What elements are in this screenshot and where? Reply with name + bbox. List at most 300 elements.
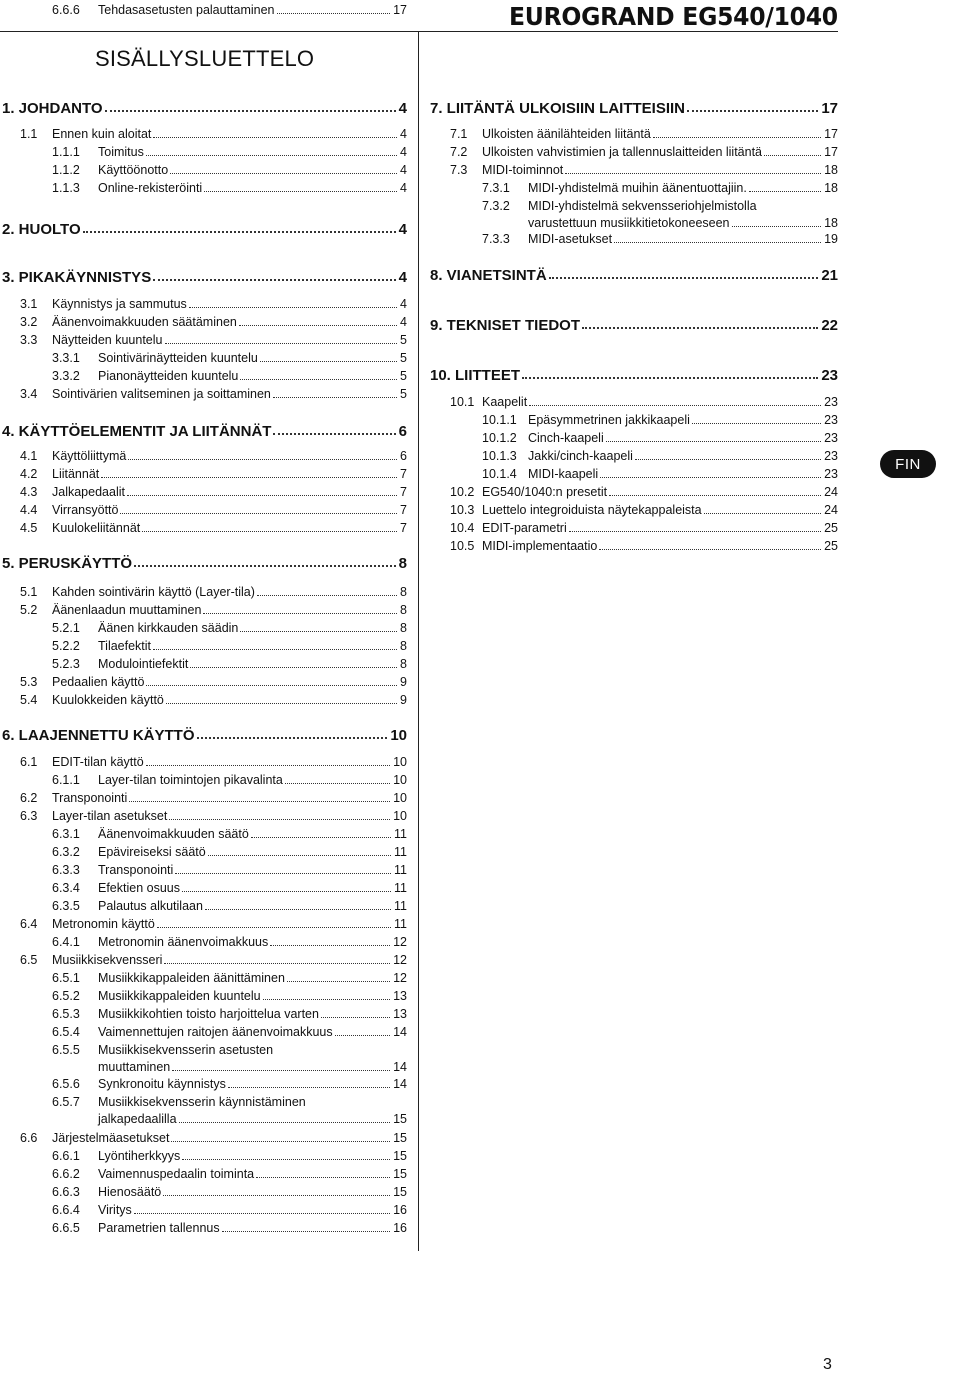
toc-entry[interactable] — [52, 914, 407, 931]
toc-entry[interactable] — [98, 348, 407, 365]
toc-leader-dots — [204, 190, 397, 192]
toc-entry-number: 6.6 — [20, 1131, 38, 1145]
toc-entry-number: 5.2 — [20, 603, 38, 617]
toc-section-heading[interactable] — [430, 95, 838, 117]
toc-entry-number: 3.4 — [20, 387, 38, 401]
toc-leader-dots — [165, 342, 398, 344]
toc-leader-dots — [197, 736, 388, 739]
toc-page-number: 7 — [400, 485, 407, 499]
toc-page-number: 14 — [393, 1025, 407, 1039]
toc-entry[interactable] — [98, 178, 407, 195]
toc-entry-number: 10.1 — [450, 395, 475, 409]
toc-entry-number: 6.6.4 — [52, 1203, 80, 1217]
toc-page-number: 14 — [393, 1077, 407, 1091]
toc-page-number: 11 — [394, 899, 407, 913]
toc-entry[interactable] — [98, 968, 407, 985]
toc-entry-label: EDIT-tilan käyttö — [52, 755, 144, 769]
toc-page-number: 23 — [824, 413, 838, 427]
toc-section-label: 4. KÄYTTÖELEMENTIT JA LIITÄNNÄT — [2, 423, 272, 440]
toc-entry-number: 6.5.6 — [52, 1077, 80, 1091]
toc-page-number: 15 — [393, 1131, 407, 1145]
toc-leader-dots — [273, 396, 397, 398]
toc-entry-label: Äänen kirkkauden säädin — [98, 621, 239, 635]
toc-entry-label: Pianonäytteiden kuuntelu — [98, 369, 239, 383]
toc-entry-number: 1.1.1 — [52, 145, 80, 159]
toc-page-number: 5 — [400, 333, 407, 347]
toc-entry-label: MIDI-asetukset — [528, 232, 613, 246]
toc-page-number: 17 — [821, 100, 838, 117]
toc-leader-dots — [142, 530, 397, 532]
toc-page-number: 23 — [824, 467, 838, 481]
toc-leader-dots — [260, 360, 397, 362]
toc-entry-number: 10.2 — [450, 485, 475, 499]
toc-page-number: 15 — [393, 1149, 407, 1163]
toc-section-heading[interactable] — [2, 264, 407, 286]
toc-entry-label[interactable]: MIDI-yhdistelmä sekvensseriohjelmistolla — [528, 199, 757, 213]
toc-section-label: 5. PERUSKÄYTTÖ — [2, 555, 133, 572]
toc-entry-number: 6.6.2 — [52, 1167, 80, 1181]
toc-entry-number: 6.5.5 — [52, 1043, 80, 1057]
toc-entry[interactable] — [98, 1146, 407, 1163]
toc-entry-label: Kuulokkeiden käyttö — [52, 693, 164, 707]
toc-entry-number: 6.4 — [20, 917, 38, 931]
toc-page-number: 11 — [394, 827, 407, 841]
toc-entry[interactable] — [98, 1057, 407, 1074]
toc-leader-dots — [83, 230, 396, 233]
toc-entry-number: 7.3 — [450, 163, 468, 177]
toc-entry[interactable] — [52, 446, 407, 463]
toc-entry-number: 5.2.2 — [52, 639, 80, 653]
toc-page-number: 23 — [824, 449, 838, 463]
toc-entry[interactable] — [482, 392, 838, 409]
toc-leader-dots — [635, 458, 821, 460]
toc-entry[interactable] — [98, 824, 407, 841]
toc-page-number: 4 — [400, 297, 407, 311]
toc-page-number: 10 — [390, 727, 407, 744]
toc-entry-label: Efektien osuus — [98, 881, 180, 895]
toc-section-heading[interactable] — [2, 418, 407, 440]
toc-leader-dots — [146, 764, 390, 766]
toc-entry-number: 10.1.4 — [482, 467, 517, 481]
toc-page-number: 15 — [393, 1185, 407, 1199]
toc-leader-dots — [263, 998, 390, 1000]
toc-leader-dots — [599, 548, 821, 550]
toc-leader-dots — [522, 376, 818, 379]
toc-leader-dots — [203, 612, 397, 614]
toc-entry-number: 3.3.2 — [52, 369, 80, 383]
toc-entry[interactable] — [52, 294, 407, 311]
toc-entry-label: Luettelo integroiduista näytekappaleista — [482, 503, 702, 517]
toc-entry-number: 10.1.3 — [482, 449, 517, 463]
toc-leader-dots — [256, 1176, 390, 1178]
toc-entry-label: Äänenvoimakkuuden säätäminen — [52, 315, 237, 329]
toc-entry[interactable] — [98, 1022, 407, 1039]
toc-section-label: 6. LAAJENNETTU KÄYTTÖ — [2, 727, 195, 744]
toc-entry-number: 10.1.1 — [482, 413, 517, 427]
toc-entry[interactable] — [52, 690, 407, 707]
toc-leader-dots — [179, 1121, 391, 1123]
toc-entry-label[interactable]: Musiikkisekvensserin asetusten — [98, 1043, 274, 1057]
toc-entry-number: 6.5.7 — [52, 1095, 80, 1109]
toc-page-number: 7 — [400, 503, 407, 517]
toc-entry-label: Layer-tilan asetukset — [52, 809, 168, 823]
toc-entry-number: 4.4 — [20, 503, 38, 517]
toc-leader-dots — [764, 154, 821, 156]
toc-page-number: 11 — [394, 845, 407, 859]
toc-page-number: 25 — [824, 521, 838, 535]
toc-entry[interactable] — [98, 1182, 407, 1199]
toc-leader-dots — [134, 1212, 390, 1214]
toc-entry[interactable] — [98, 142, 407, 159]
toc-page-number: 4 — [398, 221, 407, 238]
toc-entry-number: 7.2 — [450, 145, 468, 159]
toc-leader-dots — [164, 962, 390, 964]
toc-leader-dots — [129, 800, 390, 802]
toc-leader-dots — [228, 1086, 390, 1088]
toc-entry-label: Epävireiseksi säätö — [98, 845, 206, 859]
toc-section-heading[interactable] — [2, 722, 407, 744]
toc-entry-number: 7.1 — [450, 127, 468, 141]
toc-entry-label: Ulkoisten äänilähteiden liitäntä — [482, 127, 651, 141]
toc-entry-number: 6.6.3 — [52, 1185, 80, 1199]
toc-page-number: 4 — [400, 127, 407, 141]
toc-leader-dots — [127, 494, 397, 496]
toc-entry-number: 5.3 — [20, 675, 38, 689]
toc-entry[interactable] — [98, 1004, 407, 1021]
toc-entry-label: Metronomin käyttö — [52, 917, 155, 931]
toc-entry[interactable] — [52, 500, 407, 517]
toc-title: SISÄLLYSLUETTELO — [95, 46, 315, 71]
toc-entry-number: 6.3.5 — [52, 899, 80, 913]
toc-leader-dots — [287, 980, 390, 982]
toc-entry-number: 6.3.2 — [52, 845, 80, 859]
toc-leader-dots — [153, 278, 395, 281]
toc-page-number: 17 — [393, 3, 407, 17]
toc-entry-label: Pedaalien käyttö — [52, 675, 145, 689]
toc-entry-label: Jakki/cinch-kaapeli — [528, 449, 633, 463]
toc-entry[interactable] — [482, 160, 838, 177]
toc-entry-number: 4.3 — [20, 485, 38, 499]
toc-entry-label: Epäsymmetrinen jakkikaapeli — [528, 413, 690, 427]
toc-leader-dots — [222, 1230, 390, 1232]
toc-entry-number: 6.3.3 — [52, 863, 80, 877]
toc-entry-number: 3.3.1 — [52, 351, 80, 365]
toc-section-heading[interactable] — [430, 362, 838, 384]
toc-entry-label-continued: jalkapedaalilla — [98, 1112, 177, 1126]
toc-entry-label: Jalkapedaalit — [52, 485, 125, 499]
toc-entry[interactable] — [98, 0, 407, 17]
toc-entry-label: Synkronoitu käynnistys — [98, 1077, 226, 1091]
toc-page-number: 13 — [393, 989, 407, 1003]
toc-entry[interactable] — [52, 806, 407, 823]
toc-page-number: 4 — [398, 100, 407, 117]
toc-entry[interactable] — [98, 160, 407, 177]
toc-entry-label[interactable]: Musiikkisekvensserin käynnistäminen — [98, 1095, 306, 1109]
toc-entry[interactable] — [528, 178, 838, 195]
toc-page-number: 24 — [824, 485, 838, 499]
toc-page-number: 5 — [400, 387, 407, 401]
toc-entry-label: Äänenvoimakkuuden säätö — [98, 827, 249, 841]
toc-page-number: 15 — [393, 1112, 407, 1126]
toc-leader-dots — [157, 926, 391, 928]
toc-entry-number: 5.2.3 — [52, 657, 80, 671]
toc-page-number: 23 — [824, 431, 838, 445]
toc-page-number: 4 — [400, 315, 407, 329]
toc-entry[interactable] — [52, 672, 407, 689]
toc-entry-number: 6.6.1 — [52, 1149, 80, 1163]
toc-page-number: 16 — [393, 1221, 407, 1235]
toc-entry[interactable] — [52, 464, 407, 481]
toc-entry-label: Sointivärien valitseminen ja soittaminen — [52, 387, 271, 401]
toc-entry-label: Layer-tilan toimintojen pikavalinta — [98, 773, 283, 787]
toc-entry-number: 4.1 — [20, 449, 38, 463]
toc-section-heading[interactable] — [2, 216, 407, 238]
toc-leader-dots — [692, 422, 821, 424]
toc-page-number: 10 — [393, 755, 407, 769]
toc-entry[interactable] — [528, 464, 838, 481]
toc-entry[interactable] — [52, 600, 407, 617]
language-badge: FIN — [880, 450, 936, 478]
toc-page-number: 8 — [400, 621, 407, 635]
toc-leader-dots — [146, 684, 397, 686]
toc-leader-dots — [105, 109, 396, 112]
toc-entry[interactable] — [528, 229, 838, 246]
toc-section-label: 1. JOHDANTO — [2, 100, 103, 117]
toc-entry[interactable] — [98, 860, 407, 877]
toc-entry[interactable] — [52, 330, 407, 347]
toc-entry-label: Käyttöliittymä — [52, 449, 127, 463]
toc-entry[interactable] — [98, 842, 407, 859]
toc-entry-label: Vaimennettujen raitojen äänenvoimakkuus — [98, 1025, 333, 1039]
toc-entry-label: Lyöntiherkkyys — [98, 1149, 181, 1163]
toc-leader-dots — [273, 432, 395, 435]
toc-entry[interactable] — [98, 618, 407, 635]
toc-entry[interactable] — [98, 896, 407, 913]
toc-leader-dots — [101, 476, 397, 478]
toc-entry[interactable] — [482, 482, 838, 499]
toc-leader-dots — [134, 564, 396, 567]
toc-entry-label: EG540/1040:n presetit — [482, 485, 608, 499]
toc-page-number: 7 — [400, 467, 407, 481]
toc-page-number: 8 — [400, 585, 407, 599]
toc-page-number: 12 — [393, 971, 407, 985]
toc-entry[interactable] — [52, 384, 407, 401]
toc-entry[interactable] — [52, 752, 407, 769]
toc-entry[interactable] — [52, 1128, 407, 1145]
toc-page-number: 6 — [400, 449, 407, 463]
toc-entry-label: Järjestelmäasetukset — [52, 1131, 170, 1145]
toc-leader-dots — [606, 440, 821, 442]
toc-entry[interactable] — [98, 636, 407, 653]
toc-leader-dots — [190, 666, 397, 668]
toc-entry[interactable] — [52, 482, 407, 499]
toc-entry-number: 10.5 — [450, 539, 475, 553]
toc-page-number: 7 — [400, 521, 407, 535]
toc-entry-label: Kaapelit — [482, 395, 528, 409]
toc-entry[interactable] — [52, 582, 407, 599]
toc-entry[interactable] — [528, 428, 838, 445]
toc-entry[interactable] — [52, 518, 407, 535]
toc-page-number: 8 — [400, 657, 407, 671]
toc-page-number: 10 — [393, 791, 407, 805]
toc-page-number: 23 — [821, 367, 838, 384]
toc-page-number: 24 — [824, 503, 838, 517]
toc-section-heading[interactable] — [2, 550, 407, 572]
toc-section-heading[interactable] — [2, 95, 407, 117]
toc-leader-dots — [732, 225, 822, 227]
toc-entry[interactable] — [98, 1218, 407, 1235]
toc-entry-number: 7.3.3 — [482, 232, 510, 246]
toc-entry-label: Cinch-kaapeli — [528, 431, 604, 445]
toc-page-number: 17 — [824, 145, 838, 159]
toc-entry-number: 7.3.2 — [482, 199, 510, 213]
toc-entry-label: Tehdasasetusten palauttaminen — [98, 3, 275, 17]
toc-section-heading[interactable] — [430, 312, 838, 334]
toc-entry[interactable] — [98, 878, 407, 895]
toc-page-number: 11 — [394, 917, 407, 931]
toc-entry[interactable] — [98, 1074, 407, 1091]
toc-leader-dots — [565, 172, 821, 174]
toc-entry[interactable] — [98, 1109, 407, 1126]
toc-entry[interactable] — [98, 986, 407, 1003]
toc-entry-label: Transponointi — [98, 863, 174, 877]
toc-page-number: 8 — [400, 639, 407, 653]
toc-section-heading[interactable] — [430, 262, 838, 284]
toc-entry[interactable] — [482, 536, 838, 553]
toc-entry-number: 3.3 — [20, 333, 38, 347]
toc-leader-dots — [704, 512, 821, 514]
header-title: EUROGRAND EG540/1040 — [509, 2, 838, 31]
toc-entry[interactable] — [528, 410, 838, 427]
toc-entry-label: Musiikkikappaleiden äänittäminen — [98, 971, 285, 985]
toc-leader-dots — [653, 136, 821, 138]
toc-entry[interactable] — [52, 124, 407, 141]
toc-entry-label: Viritys — [98, 1203, 132, 1217]
toc-entry-label: MIDI-kaapeli — [528, 467, 599, 481]
toc-entry-number: 10.4 — [450, 521, 475, 535]
toc-entry[interactable] — [98, 770, 407, 787]
toc-leader-dots — [270, 944, 390, 946]
toc-entry-number: 4.2 — [20, 467, 38, 481]
toc-page-number: 16 — [393, 1203, 407, 1217]
toc-section-label: 10. LIITTEET — [430, 367, 521, 384]
toc-page-number: 10 — [393, 809, 407, 823]
toc-entry-label: Ulkoisten vahvistimien ja tallennuslaitteiden liitäntä — [482, 145, 763, 159]
toc-page-number: 14 — [393, 1060, 407, 1074]
toc-entry-number: 6.5.3 — [52, 1007, 80, 1021]
toc-page-number: 4 — [400, 145, 407, 159]
toc-entry[interactable] — [482, 518, 838, 535]
toc-entry-number: 1.1 — [20, 127, 38, 141]
toc-entry-label: Online-rekisteröinti — [98, 181, 203, 195]
toc-page-number: 8 — [398, 555, 407, 572]
toc-entry-label: Modulointiefektit — [98, 657, 189, 671]
toc-entry[interactable] — [528, 213, 838, 230]
toc-entry[interactable] — [482, 124, 838, 141]
toc-entry-number: 6.3.4 — [52, 881, 80, 895]
toc-entry-number: 6.2 — [20, 791, 38, 805]
toc-entry-label: Transponointi — [52, 791, 128, 805]
toc-page-number: 8 — [400, 603, 407, 617]
toc-entry-label: Ennen kuin aloitat — [52, 127, 152, 141]
toc-page-number: 25 — [824, 539, 838, 553]
toc-section-label: 2. HUOLTO — [2, 221, 81, 238]
toc-entry-label-continued: muuttaminen — [98, 1060, 171, 1074]
toc-leader-dots — [169, 818, 390, 820]
toc-entry-number: 6.6.5 — [52, 1221, 80, 1235]
toc-entry-number: 6.5.2 — [52, 989, 80, 1003]
toc-entry-label: Musiikkikohtien toisto harjoittelua varten — [98, 1007, 319, 1021]
toc-entry-label: Kuulokeliitännät — [52, 521, 141, 535]
toc-leader-dots — [749, 190, 821, 192]
toc-leader-dots — [189, 306, 397, 308]
toc-entry-label: MIDI-implementaatio — [482, 539, 598, 553]
toc-leader-dots — [163, 1194, 390, 1196]
toc-page-number: 9 — [400, 675, 407, 689]
toc-leader-dots — [120, 512, 397, 514]
toc-leader-dots — [182, 1158, 390, 1160]
toc-page-number: 18 — [824, 163, 838, 177]
toc-entry-number: 3.2 — [20, 315, 38, 329]
toc-leader-dots — [251, 836, 391, 838]
toc-entry[interactable] — [528, 446, 838, 463]
toc-entry[interactable] — [98, 932, 407, 949]
toc-page-number: 5 — [400, 351, 407, 365]
toc-entry[interactable] — [98, 366, 407, 383]
toc-leader-dots — [687, 109, 818, 112]
toc-entry-label: Tilaefektit — [98, 639, 152, 653]
toc-leader-dots — [239, 324, 397, 326]
toc-entry-label: EDIT-parametri — [482, 521, 567, 535]
toc-entry-label: Äänenlaadun muuttaminen — [52, 603, 202, 617]
toc-entry[interactable] — [98, 654, 407, 671]
toc-leader-dots — [171, 1140, 390, 1142]
toc-entry-label-continued: varustettuun musiikkitietokoneeseen — [528, 216, 730, 230]
toc-entry-number: 4.5 — [20, 521, 38, 535]
toc-entry-number: 5.4 — [20, 693, 38, 707]
toc-entry-number: 6.5 — [20, 953, 38, 967]
toc-entry[interactable] — [98, 1164, 407, 1181]
toc-entry-number: 6.3 — [20, 809, 38, 823]
toc-leader-dots — [335, 1034, 390, 1036]
toc-entry-number: 10.3 — [450, 503, 475, 517]
toc-page-number: 21 — [821, 267, 838, 284]
toc-page-number: 5 — [400, 369, 407, 383]
toc-entry[interactable] — [482, 500, 838, 517]
toc-entry-label: Virransyöttö — [52, 503, 119, 517]
page-number: 3 — [823, 1356, 832, 1373]
toc-entry[interactable] — [52, 312, 407, 329]
toc-entry[interactable] — [52, 788, 407, 805]
toc-leader-dots — [609, 494, 821, 496]
toc-entry-label: Liitännät — [52, 467, 100, 481]
toc-leader-dots — [277, 12, 391, 14]
toc-entry[interactable] — [52, 950, 407, 967]
toc-entry-number: 6.1.1 — [52, 773, 80, 787]
toc-entry-number: 6.4.1 — [52, 935, 80, 949]
toc-leader-dots — [208, 854, 391, 856]
toc-page-number: 4 — [398, 269, 407, 286]
toc-page-number: 13 — [393, 1007, 407, 1021]
toc-leader-dots — [166, 702, 397, 704]
toc-entry[interactable] — [482, 142, 838, 159]
toc-entry-number: 1.1.3 — [52, 181, 80, 195]
toc-entry-number: 5.2.1 — [52, 621, 80, 635]
toc-section-label: 8. VIANETSINTÄ — [430, 267, 547, 284]
toc-page-number: 18 — [824, 181, 838, 195]
toc-entry[interactable] — [98, 1200, 407, 1217]
toc-entry-number: 6.5.4 — [52, 1025, 80, 1039]
